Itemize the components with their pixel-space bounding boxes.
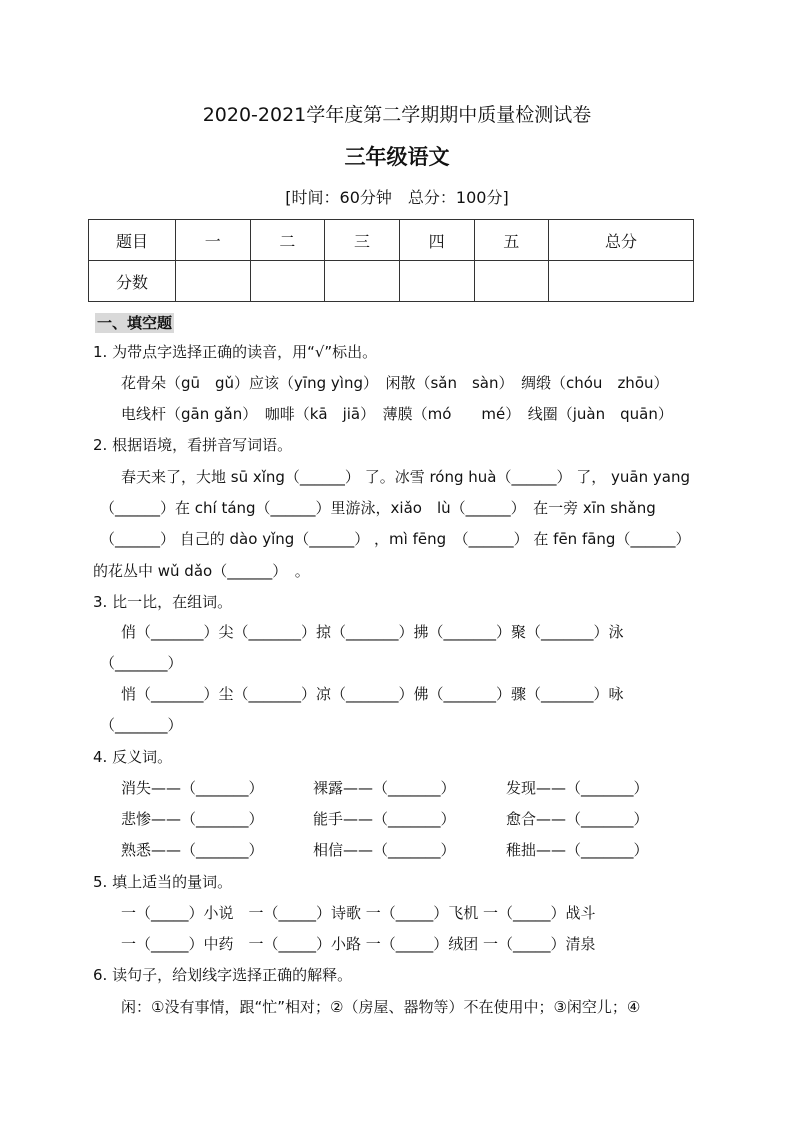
score-table [88,219,694,302]
exam-title: 2020-2021学年度第二学期期中质量检测试卷 [202,104,592,126]
score-header-cell: 四 [399,220,474,261]
question-2-line: 春天来了，大地 sū xǐng（______） 了。冰雪 róng huà（______） 了， yuān yang [121,468,690,486]
subject-title: 三年级语文 [344,145,450,169]
antonym-item: 稚拙——（_______） [506,841,649,859]
question-1-prompt: 1. 为带点字选择正确的读音，用“√”标出。 [93,343,378,361]
question-4-prompt: 4. 反义词。 [93,748,173,766]
score-row-label: 分数 [89,261,176,302]
question-2-prompt: 2. 根据语境，看拼音写词语。 [93,436,293,454]
score-cell[interactable] [250,261,325,302]
question-3-prompt: 3. 比一比，在组词。 [93,593,233,611]
score-cell[interactable] [399,261,474,302]
question-1-line: 花骨朵（gū gǔ）应该（yīng yìng） 闲散（sǎn sàn） 绸缎（chóu zhōu） [121,374,669,392]
question-3-line: 悄（_______）尘（_______）凉（_______）佛（_______）骤（_______）咏 [121,685,624,703]
question-2-line: 的花丛中 wǔ dǎo（______） 。 [93,562,310,580]
question-3-line: （_______） [100,716,183,734]
question-6-prompt: 6. 读句子，给划线字选择正确的解释。 [93,966,353,984]
question-5-prompt: 5. 填上适当的量词。 [93,873,233,891]
antonym-item: 相信——（_______） [313,841,456,859]
score-header-cell: 总分 [549,220,694,261]
score-header-cell: 二 [250,220,325,261]
question-5-line: 一（_____）小说 一（_____）诗歌 一（_____）飞机 一（_____）战斗 [121,904,596,922]
score-table-score-row [89,261,694,302]
antonym-item: 发现——（_______） [506,779,649,797]
antonym-item: 悲惨——（_______） [121,810,264,828]
score-header-cell: 一 [176,220,251,261]
antonym-item: 裸露——（_______） [313,779,456,797]
exam-meta: [时间：60分钟 总分：100分] [285,188,509,207]
score-cell[interactable] [474,261,549,302]
score-header-cell: 五 [474,220,549,261]
score-cell[interactable] [176,261,251,302]
antonym-item: 愈合——（_______） [506,810,649,828]
question-6-line: 闲：①没有事情，跟“忙”相对；②（房屋、器物等）不在使用中；③闲空儿；④ [121,998,641,1016]
section-heading: 一、填空题 [97,314,173,332]
score-header-cell: 三 [325,220,400,261]
question-5-line: 一（_____）中药 一（_____）小路 一（_____）绒团 一（_____）清泉 [121,935,596,953]
question-3-line: 俏（_______）尖（_______）掠（_______）拂（_______）聚（_______）泳 [121,623,624,641]
question-2-line: （______） 自己的 dào yǐng（______） ，mì fēng （______） 在 fēn fāng（______） [100,530,691,548]
score-header-cell: 题目 [89,220,176,261]
score-cell[interactable] [325,261,400,302]
antonym-item: 能手——（_______） [313,810,456,828]
antonym-item: 熟悉——（_______） [121,841,264,859]
question-2-line: （______）在 chí táng（______）里游泳，xiǎo lù（______） 在一旁 xīn shǎng [100,499,656,517]
score-cell[interactable] [549,261,694,302]
score-table-header-row [89,220,694,261]
question-3-line: （_______） [100,654,183,672]
question-1-line: 电线杆（gān gǎn） 咖啡（kā jiā） 薄膜（mó mé） 线圈（juàn quān） [121,405,673,423]
antonym-item: 消失——（_______） [121,779,264,797]
